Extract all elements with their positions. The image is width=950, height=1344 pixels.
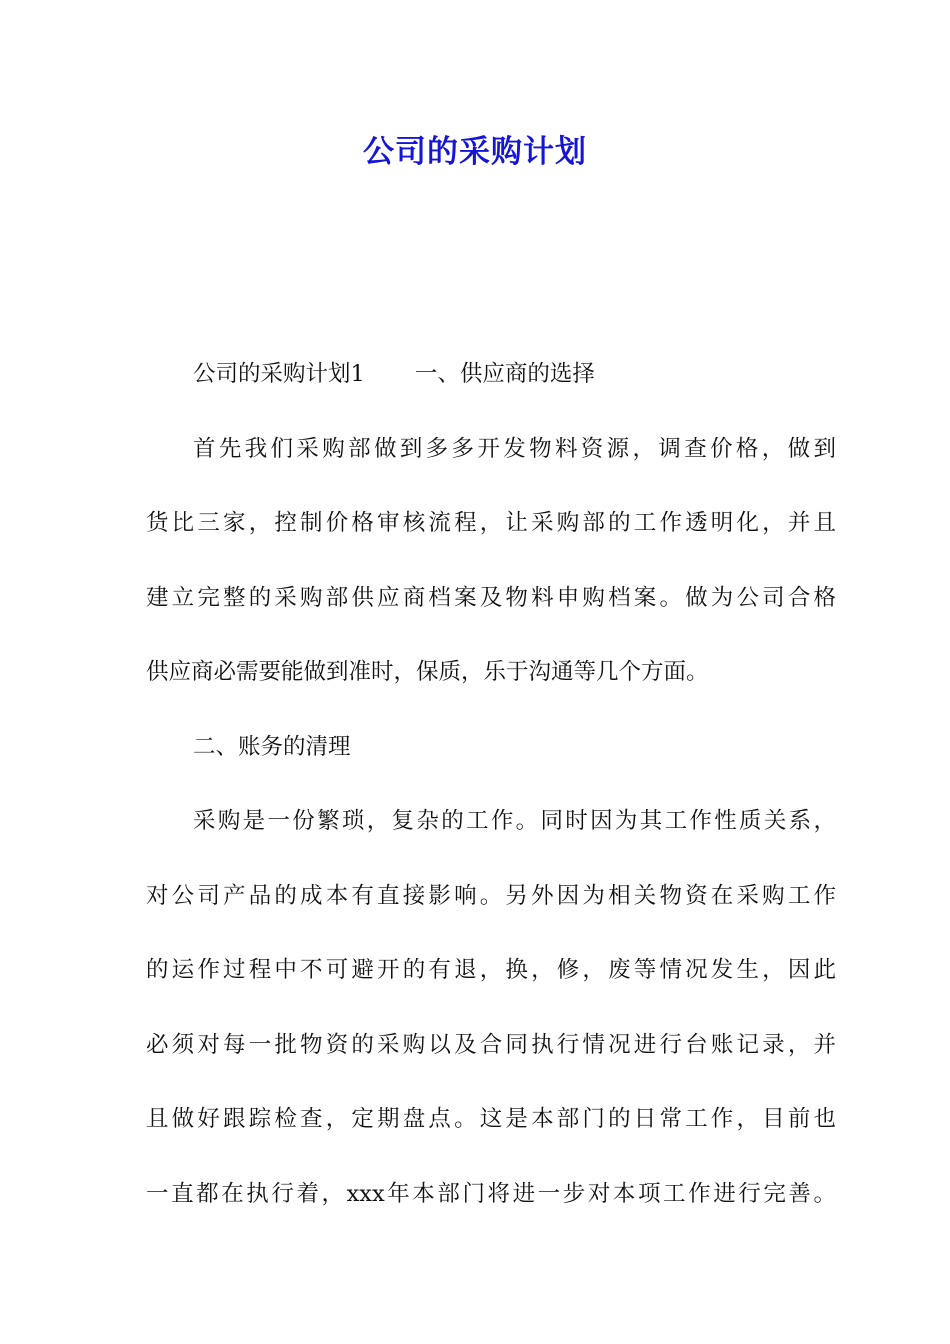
paragraph-line: 建立完整的采购部供应商档案及物料申购档案。做为公司合格 [146,584,836,611]
paragraph-line: 必须对每一批物资的采购以及合同执行情况进行台账记录，并 [146,1031,836,1058]
document-title: 公司的采购计划 [363,134,587,170]
paragraph-line: 首先我们采购部做到多多开发物料资源，调查价格，做到 [193,435,836,462]
paragraph-line: 且做好跟踪检查，定期盘点。这是本部门的日常工作，目前也 [146,1106,836,1132]
section-heading-supplier: 一、供应商的选择 [414,361,595,387]
intro-heading-line [146,337,836,412]
paragraph-line: 货比三家，控制价格审核流程，让采购部的工作透明化，并且 [146,510,836,536]
plan-heading: 公司的采购计划1 [193,361,365,387]
section-heading-accounts: 二、账务的清理 [193,733,351,760]
paragraph-line: 的运作过程中不可避开的有退，换，修，废等情况发生，因此 [146,957,836,983]
document-body [146,337,836,1231]
paragraph-line: 采购是一份繁琐，复杂的工作。同时因为其工作性质关系， [193,808,836,834]
paragraph-line: 供应商必需要能做到准时，保质，乐于沟通等几个方面。 [146,659,709,685]
paragraph-line: 一直都在执行着，xxx年本部门将进一步对本项工作进行完善。 [146,1180,836,1207]
paragraph-line: 对公司产品的成本有直接影响。另外因为相关物资在采购工作 [146,882,836,909]
